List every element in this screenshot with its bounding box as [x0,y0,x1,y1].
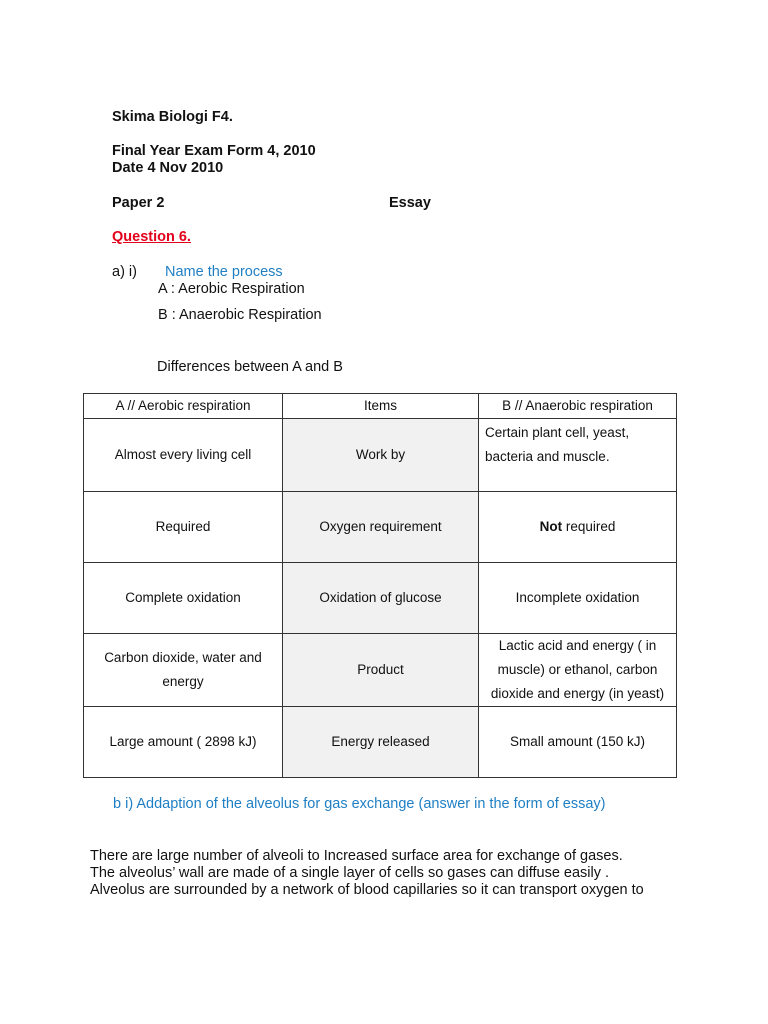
table-row [84,492,677,563]
essay-line: The alveolus’ wall are made of a single layer of cells so gases can diffuse easily . [90,865,610,881]
table-row [84,419,677,492]
differences-title: Differences between A and B [157,359,343,375]
essay-paragraph [90,848,644,899]
table-row [84,634,677,707]
differences-table [83,393,677,778]
cell-text: required [562,519,616,534]
paper-type: Essay [389,195,431,211]
table-cell: Carbon dioxide, water and energy [84,634,283,707]
table-cell [479,492,677,563]
exam-date: Date 4 Nov 2010 [112,160,224,176]
table-cell: Certain plant cell, yeast, bacteria and muscle. [479,419,677,492]
table-cell: Required [84,492,283,563]
essay-line: There are large number of alveoli to Increased surface area for exchange of gases. [90,848,623,864]
table-cell: Product [283,634,479,707]
table-cell: Large amount ( 2898 kJ) [84,707,283,778]
table-header-cell: B // Anaerobic respiration [479,394,677,419]
part-b-prompt: b i) Addaption of the alveolus for gas exchange (answer in the form of essay) [113,796,606,812]
table-cell: Incomplete oxidation [479,563,677,634]
table-header-row [84,394,677,419]
table-header-cell: Items [283,394,479,419]
part-a-label: a) i) [112,264,137,280]
table-cell: Energy released [283,707,479,778]
essay-line: Alveolus are surrounded by a network of blood capillaries so it can transport oxygen to [90,882,644,898]
answer-a: A : Aerobic Respiration [158,281,305,297]
table-row [84,563,677,634]
answer-b: B : Anaerobic Respiration [158,307,322,323]
table-cell: Almost every living cell [84,419,283,492]
table-cell: Oxygen requirement [283,492,479,563]
table-cell: Complete oxidation [84,563,283,634]
emphasis-text: Not [539,519,563,534]
question-heading: Question 6. [112,229,191,245]
table-cell: Work by [283,419,479,492]
exam-title: Final Year Exam Form 4, 2010 [112,143,316,159]
paper-label: Paper 2 [112,195,165,211]
part-a-prompt: Name the process [165,264,283,280]
table-header-cell: A // Aerobic respiration [84,394,283,419]
table-cell: Lactic acid and energy ( in muscle) or ethanol, carbon dioxide and energy (in yeast) [479,634,677,707]
table-cell: Small amount (150 kJ) [479,707,677,778]
table-row [84,707,677,778]
doc-title: Skima Biologi F4. [112,109,233,125]
table-cell: Oxidation of glucose [283,563,479,634]
